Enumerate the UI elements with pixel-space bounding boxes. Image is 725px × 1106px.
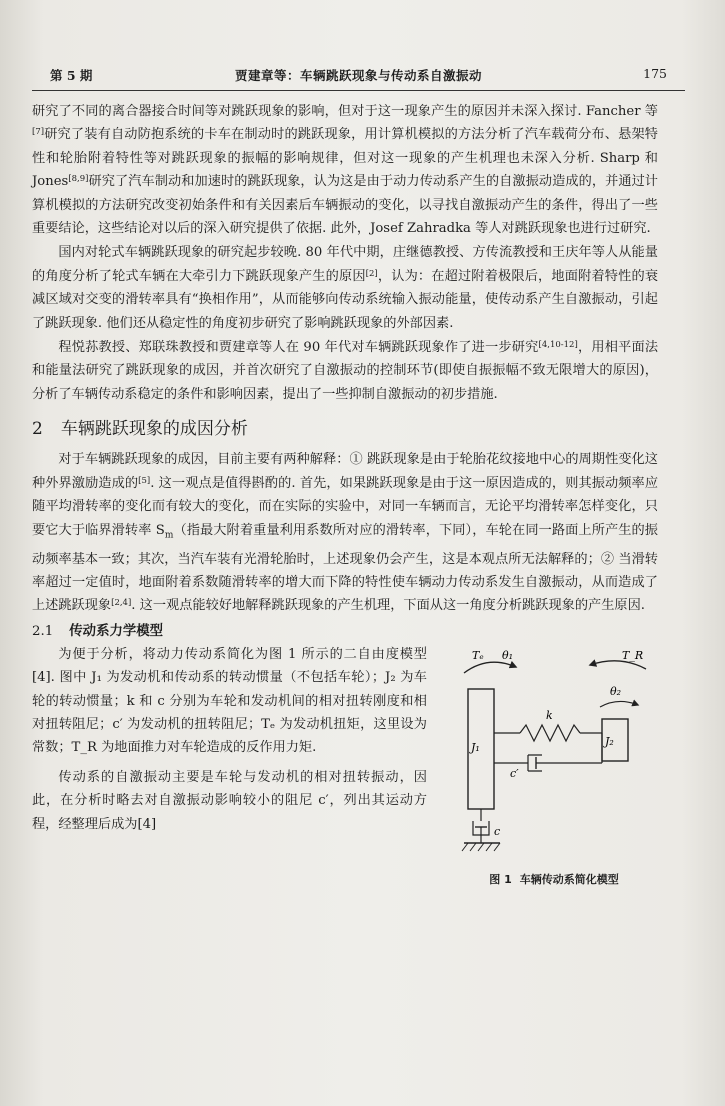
section-number: 2 bbox=[32, 419, 43, 440]
article-body bbox=[32, 100, 658, 903]
wheel-rotation-arrow bbox=[600, 701, 638, 707]
subsection-title: 传动系力学模型 bbox=[69, 622, 164, 639]
spring-k bbox=[520, 725, 580, 741]
text-with-figure bbox=[32, 643, 658, 903]
citation: [8,9] bbox=[68, 174, 89, 185]
label-k: k bbox=[546, 708, 553, 722]
engine-torque-arrow bbox=[464, 662, 516, 673]
section-title: 车辆跳跃现象的成因分析 bbox=[60, 419, 248, 440]
citation: [5] bbox=[138, 475, 151, 486]
paragraph-5: 为便于分析，将动力传动系简化为图 1 所示的二自由度模型[4]. 图中 J₁ 为发动机和传动系的转动惯量（不包括车轮）；J₂ 为车轮的转动惯量；k 和 c 分别为车轮和发动机间的相对扭转刚度和相对扭转阻尼；c′ 为发动机的扭转阻尼；Tₑ 为发动机扭矩，这里设为常数；T_R 为地面推力对车轮造成的反作用力矩. bbox=[32, 646, 427, 756]
label-theta1: θ₁ bbox=[502, 648, 514, 662]
road-torque-arrow bbox=[590, 661, 646, 669]
page-number: 175 bbox=[643, 66, 667, 81]
label-tr: T_R bbox=[622, 648, 644, 662]
paragraph-1: 研究了不同的离合器接合时间等对跳跃现象的影响，但对于这一现象产生的原因并未深入探讨. Fancher 等[7]研究了装有自动防抱系统的卡车在制动时的跳跃现象，用计算机模拟的方法分析了汽车载荷分布、悬架特性和轮胎附着特性等对跳跃现象的振幅的影响规律，但对这一现象的产生机理也未深入分析. Sharp 和 Jones[8,9]研究了汽车制动和加速时的跳跃现象，认为这是由于动力传动系产生的自激振动造成的，并通过计算机模拟的方法研究改变初始条件和有关因素后车辆振动的变化，以寻找自激振动产生的条件，得出了一些重要结论，这些结论对以后的深入研究提供了依据. 此外，Josef Zahradka 等人对跳跃现象也进行过研究. bbox=[32, 104, 658, 237]
label-j1: J₁ bbox=[471, 740, 480, 754]
paragraph-4: 对于车辆跳跃现象的成因，目前主要有两种解释：① 跳跃现象是由于轮胎花纹接地中心的周期性变化这种外界激励造成的[5]. 这一观点是值得斟酌的. 首先，如果跳跃现象是由于这一原因造成的，则其振动频率应随平均滑转率的变化而有较大的变化，而在实际的实验中，对同一车辆而言，无论平均滑转率怎样变化，只要它大于临界滑转率 $S_m$（指最大附着重量利用系数所对应的滑转率，下同），车轮在同一路面上所产生的振动频率基本一致；其次，当汽车装有光滑轮胎时，上述现象仍会产生，这是本观点所无法解释的；② 当滑转率超过一定值时，地面附着系数随滑转率的增大而下降的特性使车辆动力传动系发生自激振动，从而造成了上述跳跃现象[2,4]. 这一观点能较好地解释跳跃现象的产生机理，下面从这一角度分析跳跃现象的产生原因. bbox=[32, 452, 659, 614]
label-c-prime: c′ bbox=[510, 766, 519, 780]
subsection-number: 2.1 bbox=[32, 623, 54, 639]
figure-1 bbox=[450, 649, 658, 895]
citation: [4,10-12] bbox=[538, 340, 578, 351]
subsection-heading bbox=[32, 620, 658, 643]
paragraph-6: 传动系的自激振动主要是车轮与发动机的相对扭转振动，因此，在分析时略去对自激振动影响较小的阻尼 c′，列出其运动方程，经整理后成为[4] bbox=[32, 769, 427, 832]
page-header bbox=[32, 62, 685, 86]
figure-caption: 图 1 车辆传动系简化模型 bbox=[489, 872, 619, 886]
citation: [2,4] bbox=[111, 598, 132, 609]
citation: [2] bbox=[365, 268, 378, 279]
left-column bbox=[32, 643, 427, 836]
issue-number: 第 5 期 bbox=[50, 68, 93, 83]
citation: [7] bbox=[32, 127, 45, 138]
drivetrain-diagram bbox=[450, 649, 658, 869]
label-c: c bbox=[494, 824, 501, 838]
label-theta2: θ₂ bbox=[610, 684, 622, 698]
running-title: 贾建章等：车辆跳跃现象与传动系自激振动 bbox=[234, 68, 482, 83]
paragraph-2: 国内对轮式车辆跳跃现象的研究起步较晚. 80 年代中期，庄继德教授、方传流教授和王庆年等人从能量的角度分析了轮式车辆在大牵引力下跳跃现象产生的原因[2]，认为：在超过附着极限后，地面附着特性的衰减区域对交变的滑转率具有“换相作用”，从而能够向传动系统输入振动能量，使传动系产生自激振动，引起了跳跃现象. 他们还从稳定性的角度初步研究了影响跳跃现象的外部因素. bbox=[32, 245, 658, 331]
label-te: Tₑ bbox=[472, 648, 484, 662]
header-rule bbox=[32, 90, 685, 91]
paragraph-3: 程悦荪教授、郑联珠教授和贾建章等人在 90 年代对车辆跳跃现象作了进一步研究[4,10-12]，用相平面法和能量法研究了跳跃现象的成因，并首次研究了自激振动的控制环节(即使自振振幅不致无限增大的原因)，分析了车辆传动系稳定的条件和影响因素，提出了一些抑制自激振动的初步措施. bbox=[32, 340, 659, 402]
label-j2: J₂ bbox=[605, 734, 614, 748]
section-heading bbox=[32, 414, 658, 444]
